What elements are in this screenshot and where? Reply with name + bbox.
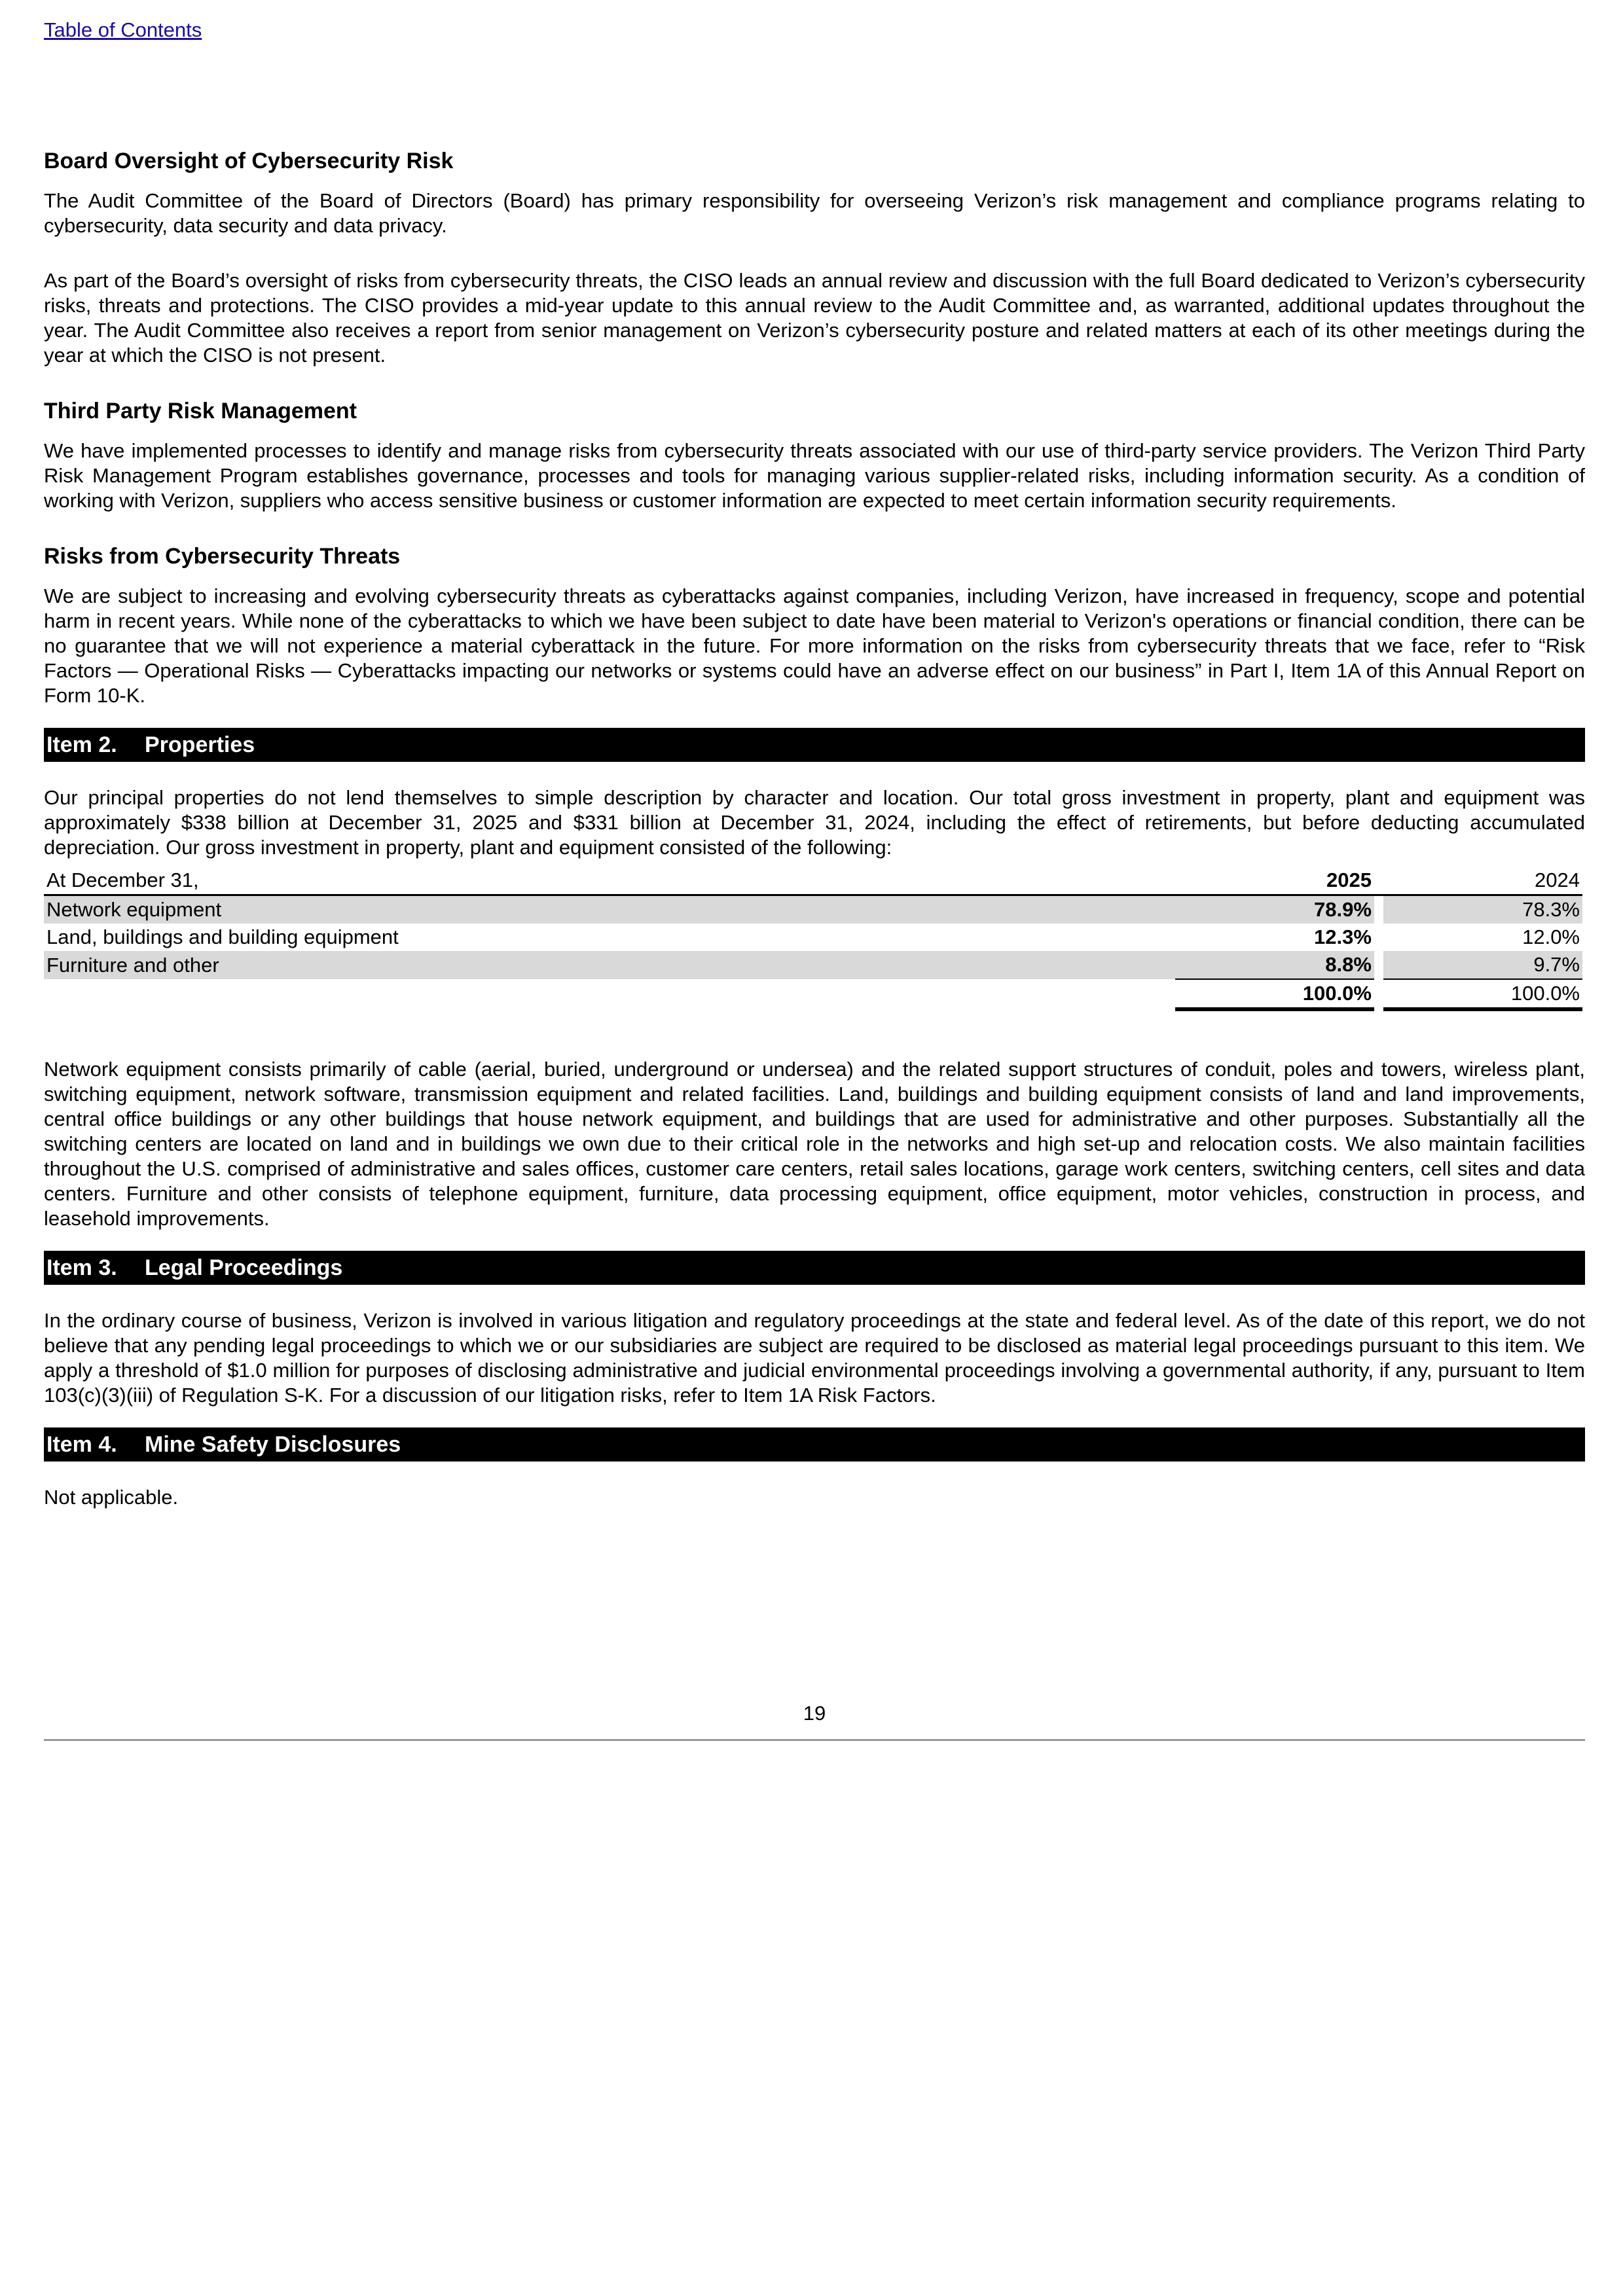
third-party-risk-heading: Third Party Risk Management [44, 399, 357, 423]
properties-paragraph-2: Network equipment consists primarily of cable (aerial, buried, underground or undersea) and the related support structures of conduit, poles and towers, wireless plant, switching equipment, network software, transmission equipment and related facilities. Land, buildings and building equipment consists of land and land improvements, central office buildings or any other buildings that house network equipment, and buildings that are used for administrative and other purposes. Substantially all the switching centers are located on land and in buildings we own due to their critical role in the networks and high set-up and relocation costs. We also maintain facilities throughout the U.S. comprised of administrative and sales offices, customer care centers, retail sales locations, garage work centers, switching centers, cell sites and data centers. Furniture and other consists of telephone equipment, furniture, data processing equipment, office equipment, motor vehicles, construction in process, and leasehold improvements. [44, 1058, 1585, 1230]
row-value-2025: 78.9% [1175, 895, 1374, 924]
row-value-2024: 12.0% [1522, 925, 1580, 948]
row-value-2025: 8.8% [1175, 951, 1374, 979]
table-header-2024: 2024 [1383, 867, 1582, 895]
table-row [44, 951, 1582, 979]
cyber-threats-paragraph: We are subject to increasing and evolving cybersecurity threats as cyberattacks against companies, including Verizon, have increased in frequency, scope and potential harm in recent years. While none of the cyberattacks to which we have been subject to date have been material to Verizon's operations or financial condition, there can be no guarantee that we will not experience a material cyberattack in the future. For more information on the risks from cybersecurity threats that we face, refer to “Risk Factors — Operational Risks — Cyberattacks impacting our networks or systems could have an adverse effect on our business” in Part I, Item 1A of this Annual Report on Form 10-K. [44, 584, 1585, 707]
table-header-2025: 2025 [1175, 867, 1374, 895]
properties-paragraph-1: Our principal properties do not lend themselves to simple description by character and location. Our total gross investment in property, plant and equipment was approximately $338 billion at December 31, 2025 and $331 billion at December 31, 2024, including the effect of retirements, but before deducting accumulated depreciation. Our gross investment in property, plant and equipment consisted of the following: [44, 786, 1585, 859]
footer-divider [44, 1739, 1585, 1741]
board-oversight-paragraph-1: The Audit Committee of the Board of Directors (Board) has primary responsibility for overseeing Verizon’s risk management and compliance programs relating to cybersecurity, data security and data privacy. [44, 189, 1585, 237]
page-number: 19 [803, 1702, 826, 1725]
item-4-number: Item 4. [46, 1432, 117, 1457]
item-2-number: Item 2. [46, 732, 117, 757]
property-investment-table [44, 867, 1582, 1011]
item-3-number: Item 3. [46, 1255, 117, 1280]
table-header-label: At December 31, [44, 867, 1175, 895]
item-2-heading-bar [44, 728, 1585, 762]
table-row [44, 895, 1582, 924]
total-value-2025: 100.0% [1175, 979, 1374, 1009]
row-label: Land, buildings and building equipment [46, 925, 399, 948]
item-3-heading-bar [44, 1251, 1585, 1285]
page-content [44, 148, 1585, 1540]
item-2-title: Properties [145, 732, 255, 757]
legal-proceedings-paragraph: In the ordinary course of business, Verizon is involved in various litigation and regulatory proceedings at the state and federal level. As of the date of this report, we do not believe that any pending legal proceedings to which we or our subsidiaries are subject are required to be disclosed as material legal proceedings pursuant to this item. We apply a threshold of $1.0 million for purposes of disclosing administrative and judicial environmental proceedings involving a governmental authority, if any, pursuant to Item 103(c)(3)(iii) of Regulation S-K. For a discussion of our litigation risks, refer to Item 1A Risk Factors. [44, 1309, 1585, 1407]
row-label: Furniture and other [44, 951, 1175, 979]
table-header-row [44, 867, 1582, 895]
item-3-title: Legal Proceedings [145, 1255, 343, 1280]
total-value-2024: 100.0% [1383, 979, 1582, 1009]
third-party-risk-paragraph: We have implemented processes to identify and manage risks from cybersecurity threats associated with our use of third-party service providers. The Verizon Third Party Risk Management Program establishes governance, processes and tools for managing various supplier-related risks, including information security. As a condition of working with Verizon, suppliers who access sensitive business or customer information are expected to meet certain information security requirements. [44, 439, 1585, 512]
board-oversight-paragraph-2: As part of the Board’s oversight of risks from cybersecurity threats, the CISO leads an annual review and discussion with the full Board dedicated to Verizon’s cybersecurity risks, threats and protections. The CISO provides a mid-year update to this annual review to the Audit Committee and, as warranted, additional updates throughout the year. The Audit Committee also receives a report from senior management on Verizon’s cybersecurity posture and related matters at each of its other meetings during the year at which the CISO is not present. [44, 269, 1585, 367]
row-value-2025: 12.3% [1314, 925, 1372, 948]
mine-safety-paragraph: Not applicable. [44, 1486, 179, 1509]
row-label: Network equipment [44, 895, 1175, 924]
item-4-heading-bar [44, 1427, 1585, 1462]
item-4-title: Mine Safety Disclosures [145, 1432, 401, 1457]
table-total-row [44, 979, 1582, 1009]
row-value-2024: 78.3% [1383, 895, 1582, 924]
row-value-2024: 9.7% [1383, 951, 1582, 979]
table-of-contents-link[interactable]: Table of Contents [44, 18, 202, 41]
cyber-threats-heading: Risks from Cybersecurity Threats [44, 544, 401, 569]
table-row [44, 924, 1582, 951]
board-oversight-heading: Board Oversight of Cybersecurity Risk [44, 149, 454, 173]
